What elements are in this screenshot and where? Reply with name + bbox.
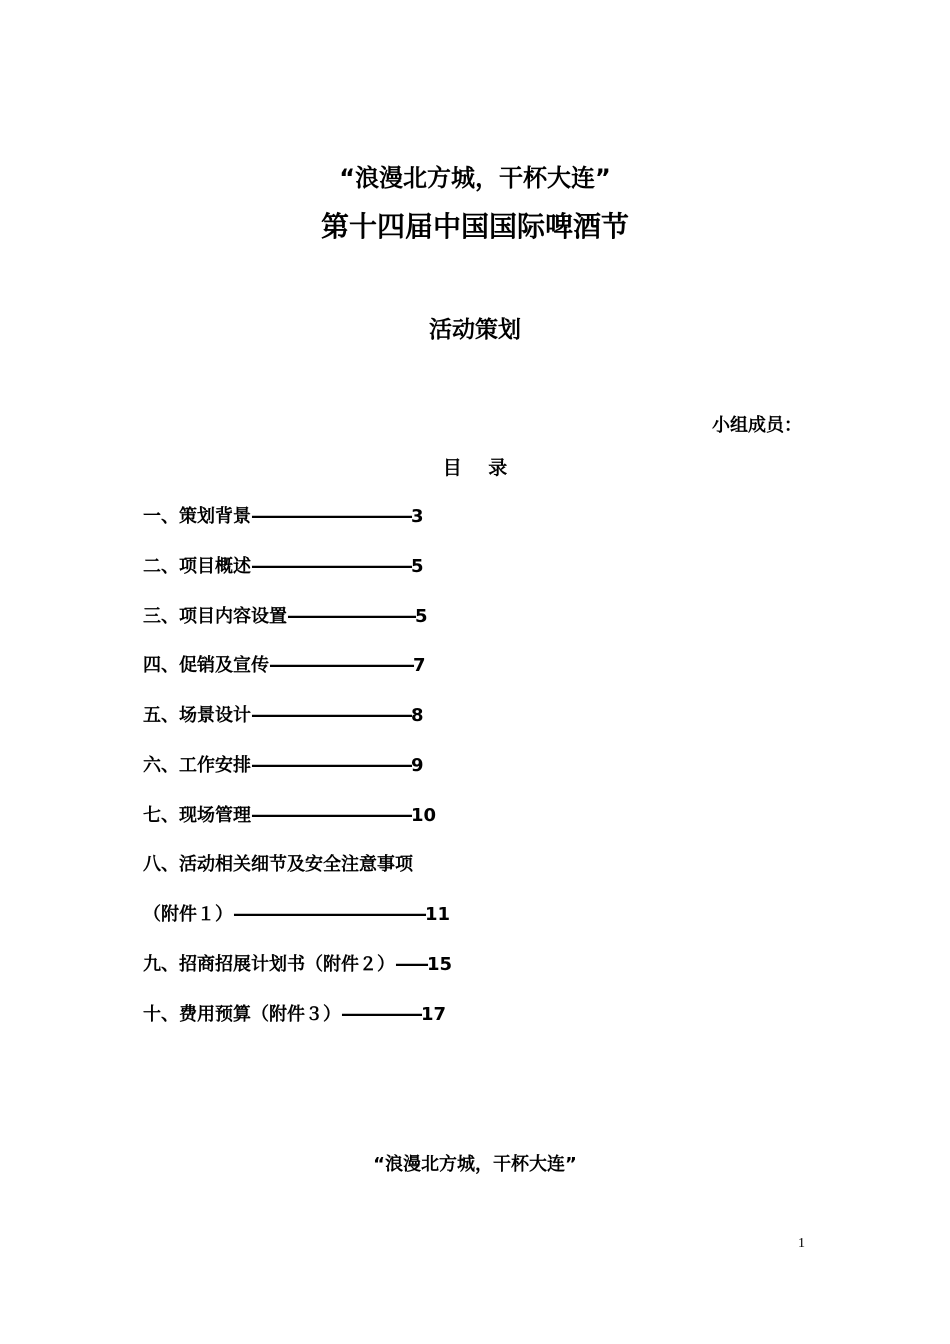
toc-line-page: 5	[411, 556, 424, 577]
toc-line-leader: ——————————	[251, 506, 411, 527]
toc-line-page: 5	[415, 606, 428, 627]
toc-line-text: 一、策划背景	[143, 506, 251, 527]
toc-line-text: 十、费用预算（附件３）	[143, 1004, 341, 1025]
toc-line-text: 六、工作安排	[143, 755, 251, 776]
toc-line	[143, 953, 452, 977]
toc-line-text: 三、项目内容设置	[143, 606, 287, 627]
toc-line-page: 7	[413, 655, 426, 676]
toc-line-page: 9	[411, 755, 424, 776]
members-label: 小组成员：	[712, 415, 802, 436]
toc-line-page: 3	[411, 506, 424, 527]
toc-line-text: 四、促销及宣传	[143, 655, 269, 676]
page-number: 1	[798, 1236, 805, 1251]
toc-line	[143, 704, 424, 728]
toc-line	[143, 605, 428, 629]
toc-line-page: 17	[421, 1004, 447, 1025]
toc-line	[143, 853, 413, 877]
toc-line-leader: —————	[341, 1004, 421, 1025]
toc-line	[143, 1003, 446, 1027]
toc-line-leader: ——————————	[251, 805, 411, 826]
toc-line-leader: ————————	[287, 606, 415, 627]
toc-line-text: 九、招商招展计划书（附件２）	[143, 954, 395, 975]
document-title: 第十四届中国国际啤酒节	[320, 210, 629, 243]
toc-line-page: 8	[411, 705, 424, 726]
toc-line-leader: ——————————	[251, 755, 411, 776]
toc-line-leader: —————————	[269, 655, 413, 676]
toc-line	[143, 505, 424, 529]
toc-line-text: 八、活动相关细节及安全注意事项	[143, 854, 413, 875]
toc-heading: 目 录	[442, 457, 518, 479]
toc-line-leader: ——	[395, 954, 427, 975]
toc-line	[143, 754, 424, 778]
toc-line	[143, 654, 426, 678]
toc-line-text: 七、现场管理	[143, 805, 251, 826]
toc-line-text: 五、场景设计	[143, 705, 251, 726]
toc-line-page: 11	[425, 904, 451, 925]
toc-line-page: 10	[411, 805, 437, 826]
toc-line	[143, 903, 450, 927]
toc-line-text: （附件１）	[143, 904, 233, 925]
toc-line-page: 15	[427, 954, 453, 975]
toc-line-leader: ————————————	[233, 904, 425, 925]
cover-slogan: “浪漫北方城，干杯大连”	[339, 164, 611, 192]
toc-line	[143, 804, 436, 828]
footer-slogan: “浪漫北方城，干杯大连”	[373, 1154, 577, 1175]
toc-line-leader: ——————————	[251, 556, 411, 577]
toc-line	[143, 555, 424, 579]
toc-line-text: 二、项目概述	[143, 556, 251, 577]
document-subtitle: 活动策划	[429, 317, 521, 343]
toc-line-leader: ——————————	[251, 705, 411, 726]
